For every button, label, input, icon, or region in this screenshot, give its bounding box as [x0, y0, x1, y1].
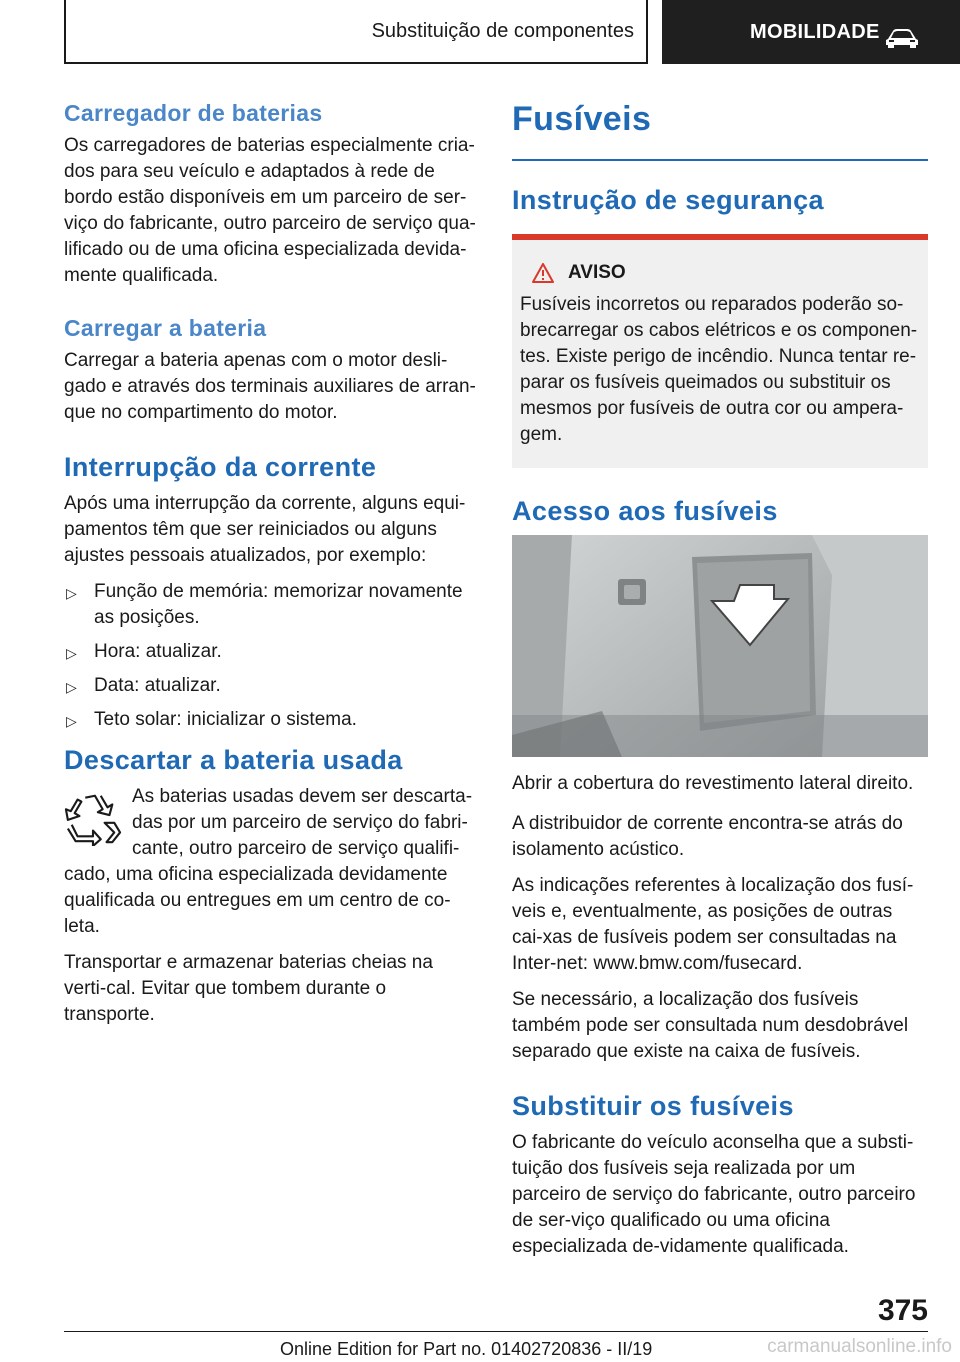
edition-text: Online Edition for Part no. 01402720836 - II/19	[280, 1339, 653, 1359]
footer-divider	[64, 1331, 928, 1332]
warning-label: AVISO	[568, 262, 626, 283]
section-title: MOBILIDADE	[750, 20, 880, 43]
access-text-2: As indicações referentes à localização dos fusí-veis e, eventualmente, as posições de outras cai-xas de fusíveis podem ser consultadas na Inter-net: www.bmw.com/fusecard.	[512, 875, 914, 974]
access-text-3: Se necessário, a localização dos fusíveis também pode ser consultada num desdobrável separado que existe na caixa de fusíveis.	[512, 989, 909, 1062]
triangle-bullet-icon: ▷	[66, 679, 77, 695]
list-item: ▷ Hora: atualizar.	[64, 639, 476, 665]
title-divider	[512, 159, 928, 161]
charger-text: Os carregadores de baterias especialmente cria-dos para seu veículo e adaptados à rede de bordo estão disponíveis em um parceiro de ser-viço do fabricante, outro parceiro de serviço qua-lificado ou de uma oficina especializada devida-mente qualificada.	[64, 135, 476, 286]
charge-text: Carregar a bateria apenas com o motor desli-gado e através dos terminais auxiliares de arran-que no compartimento do motor.	[64, 350, 476, 423]
replace-text: O fabricante do veículo aconselha que a substi-tuição dos fusíveis seja realizada por um parceiro de serviço do fabricante, outro parceiro de ser-viço qualificado ou uma oficina especializada de-vidamente qualificada.	[512, 1132, 916, 1257]
access-heading: Acesso aos fusíveis	[512, 496, 778, 526]
safety-heading: Instrução de segurança	[512, 185, 824, 215]
list-item: ▷ Teto solar: inicializar o sistema.	[64, 707, 476, 733]
triangle-bullet-icon: ▷	[66, 713, 77, 729]
page-number: 375	[877, 1294, 928, 1327]
fuse-cover-photo	[512, 535, 928, 757]
warning-box	[512, 234, 928, 468]
fuses-title: Fusíveis	[512, 100, 652, 138]
recycle-icon	[64, 788, 122, 846]
list-item: ▷ Data: atualizar.	[64, 673, 476, 699]
access-text-1: A distribuidor de corrente encontra-se atrás do isolamento acústico.	[512, 813, 903, 860]
charger-heading: Carregador de baterias	[64, 100, 323, 126]
disposal-heading: Descartar a bateria usada	[64, 745, 403, 775]
interruption-heading: Interrupção da corrente	[64, 452, 377, 482]
disposal-text: As baterias usadas devem ser descarta-das por um parceiro de serviço do fabri-cante, outro parceiro de serviço qualifi-cado, uma oficina especializada devidamente qualificada ou entregues em um centro de co-leta.	[64, 786, 473, 937]
section-tab	[662, 0, 960, 64]
right-column	[512, 100, 928, 1270]
list-item: ▷ Função de memória: memorizar novamente as posições.	[66, 581, 463, 628]
disposal-text-2: Transportar e armazenar baterias cheias na verti-cal. Evitar que tombem durante o transporte.	[64, 952, 433, 1025]
car-icon	[884, 27, 920, 49]
watermark: carmanualsonline.info	[767, 1336, 952, 1357]
interruption-intro: Após uma interrupção da corrente, alguns equi-pamentos têm que ser reiniciados ou alguns ajustes pessoais atualizados, por exemplo:	[64, 493, 466, 566]
warning-text: Fusíveis incorretos ou reparados poderão so-brecarregar os cabos elétricos e os componen-tes. Existe perigo de incêndio. Nunca tentar re-parar os fusíveis queimados ou substituir os mesmos por fusíveis de outra cor ou ampera-gem.	[520, 294, 918, 445]
replace-heading: Substituir os fusíveis	[512, 1091, 794, 1121]
reset-list	[64, 579, 476, 733]
triangle-bullet-icon: ▷	[66, 645, 77, 661]
triangle-bullet-icon: ▷	[66, 585, 77, 601]
warning-triangle-icon	[532, 263, 554, 283]
charge-heading: Carregar a bateria	[64, 315, 267, 341]
chapter-title: Substituição de componentes	[371, 19, 634, 42]
photo-caption: Abrir a cobertura do revestimento lateral direito.	[512, 773, 914, 794]
chapter-header	[64, 0, 648, 64]
left-column	[64, 100, 476, 1038]
